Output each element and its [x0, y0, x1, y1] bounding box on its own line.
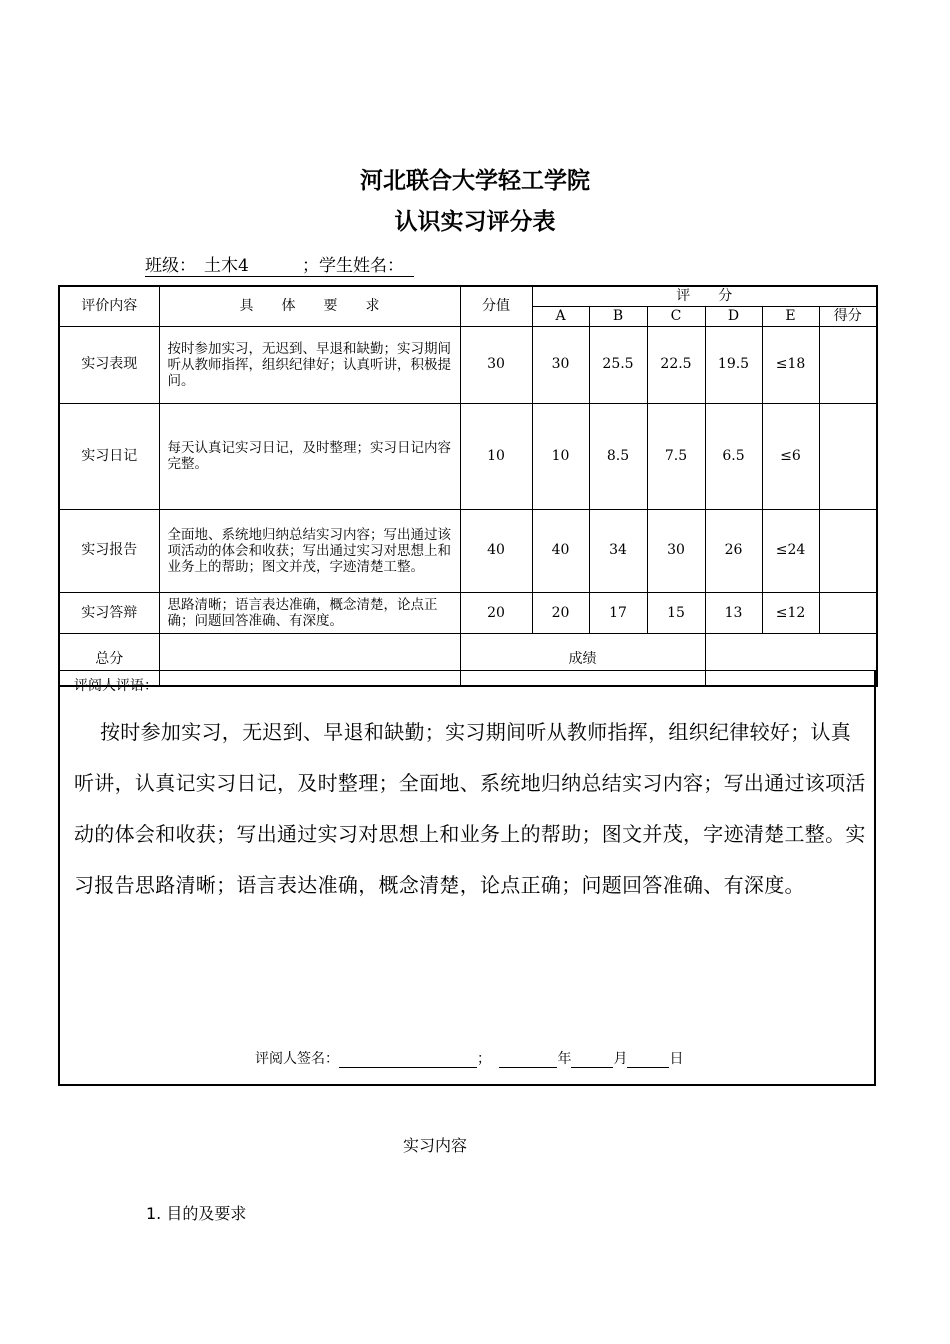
signature-label: 评阅人签名： — [255, 1051, 339, 1067]
row-item: 实习日记 — [59, 403, 159, 509]
row-grade-b: 34 — [589, 509, 647, 592]
header-requirement: 具 体 要 求 — [159, 286, 460, 326]
year-field[interactable] — [499, 1051, 557, 1068]
row-grade-d: 6.5 — [705, 403, 762, 509]
student-info — [145, 251, 414, 277]
row-item: 实习表现 — [59, 326, 159, 403]
header-item: 评价内容 — [59, 286, 159, 326]
result-label: 成绩 — [460, 634, 705, 686]
grading-table — [58, 285, 878, 687]
day-field[interactable] — [627, 1051, 669, 1068]
table-row — [59, 592, 877, 633]
row-grade-d: 26 — [705, 509, 762, 592]
table-row — [59, 326, 877, 403]
row-grade-c: 30 — [647, 509, 705, 592]
row-grade-c: 22.5 — [647, 326, 705, 403]
row-score[interactable] — [819, 403, 877, 509]
total-label: 总分 — [59, 634, 159, 686]
row-points: 40 — [460, 509, 532, 592]
header-grade-e: E — [762, 306, 819, 326]
row-grade-a: 30 — [532, 326, 589, 403]
row-grade-e: ≤6 — [762, 403, 819, 509]
reviewer-comments — [58, 670, 876, 1086]
header-grade-b: B — [589, 306, 647, 326]
row-grade-b: 8.5 — [589, 403, 647, 509]
header-points: 分值 — [460, 286, 532, 326]
row-grade-d: 13 — [705, 592, 762, 633]
row-score[interactable] — [819, 592, 877, 633]
row-grade-a: 10 — [532, 403, 589, 509]
row-grade-a: 40 — [532, 509, 589, 592]
row-score[interactable] — [819, 509, 877, 592]
day-label: 日 — [669, 1051, 684, 1067]
row-grade-e: ≤18 — [762, 326, 819, 403]
class-label: 班级： — [145, 256, 196, 276]
header-grade-c: C — [647, 306, 705, 326]
section-subheading: 1. 目的及要求 — [146, 1204, 247, 1223]
document-subtitle: 认识实习评分表 — [394, 209, 556, 235]
row-grade-c: 7.5 — [647, 403, 705, 509]
row-grade-e: ≤24 — [762, 509, 819, 592]
signature-separator: ； — [477, 1051, 491, 1067]
row-grade-d: 19.5 — [705, 326, 762, 403]
row-item: 实习报告 — [59, 509, 159, 592]
comments-text: 按时参加实习，无迟到、早退和缺勤；实习期间听从教师指挥，组织纪律较好；认真听讲，认真记实习日记，及时整理；全面地、系统地归纳总结实习内容；写出通过该项活动的体会和收获；写出通过实习对思想上和业务上的帮助；图文并茂，字迹清楚工整。实习报告思路清晰；语言表达准确，概念清楚，论点正确；问题回答准确、有深度。 — [74, 720, 866, 897]
section-heading: 实习内容 — [402, 1136, 467, 1155]
row-requirement: 每天认真记实习日记，及时整理；实习日记内容完整。 — [159, 403, 460, 509]
month-label: 月 — [613, 1051, 628, 1067]
row-grade-c: 15 — [647, 592, 705, 633]
year-label: 年 — [557, 1051, 572, 1067]
signature-field[interactable] — [339, 1051, 477, 1068]
row-grade-b: 25.5 — [589, 326, 647, 403]
row-grade-b: 17 — [589, 592, 647, 633]
class-value: 土木4 — [204, 256, 249, 276]
signature-line — [255, 1048, 683, 1068]
row-points: 10 — [460, 403, 532, 509]
table-row — [59, 509, 877, 592]
row-grade-a: 20 — [532, 592, 589, 633]
row-item: 实习答辩 — [59, 592, 159, 633]
row-requirement: 思路清晰；语言表达准确，概念清楚，论点正确；问题回答准确、有深度。 — [159, 592, 460, 633]
header-grade-a: A — [532, 306, 589, 326]
table-row — [59, 403, 877, 509]
name-label: ；学生姓名： — [302, 256, 404, 276]
row-requirement: 全面地、系统地归纳总结实习内容；写出通过该项活动的体会和收获；写出通过实习对思想上和业务上的帮助；图文并茂，字迹清楚工整。 — [159, 509, 460, 592]
month-field[interactable] — [571, 1051, 613, 1068]
header-grade-d: D — [705, 306, 762, 326]
document-title: 河北联合大学轻工学院 — [360, 168, 590, 194]
row-points: 20 — [460, 592, 532, 633]
header-score: 得分 — [819, 306, 877, 326]
row-grade-e: ≤12 — [762, 592, 819, 633]
row-requirement: 按时参加实习，无迟到、早退和缺勤；实习期间听从教师指挥，组织纪律好；认真听讲，积极提问。 — [159, 326, 460, 403]
comments-label: 评阅人评语： — [74, 678, 158, 694]
row-points: 30 — [460, 326, 532, 403]
header-grading: 评 分 — [532, 286, 877, 306]
row-score[interactable] — [819, 326, 877, 403]
